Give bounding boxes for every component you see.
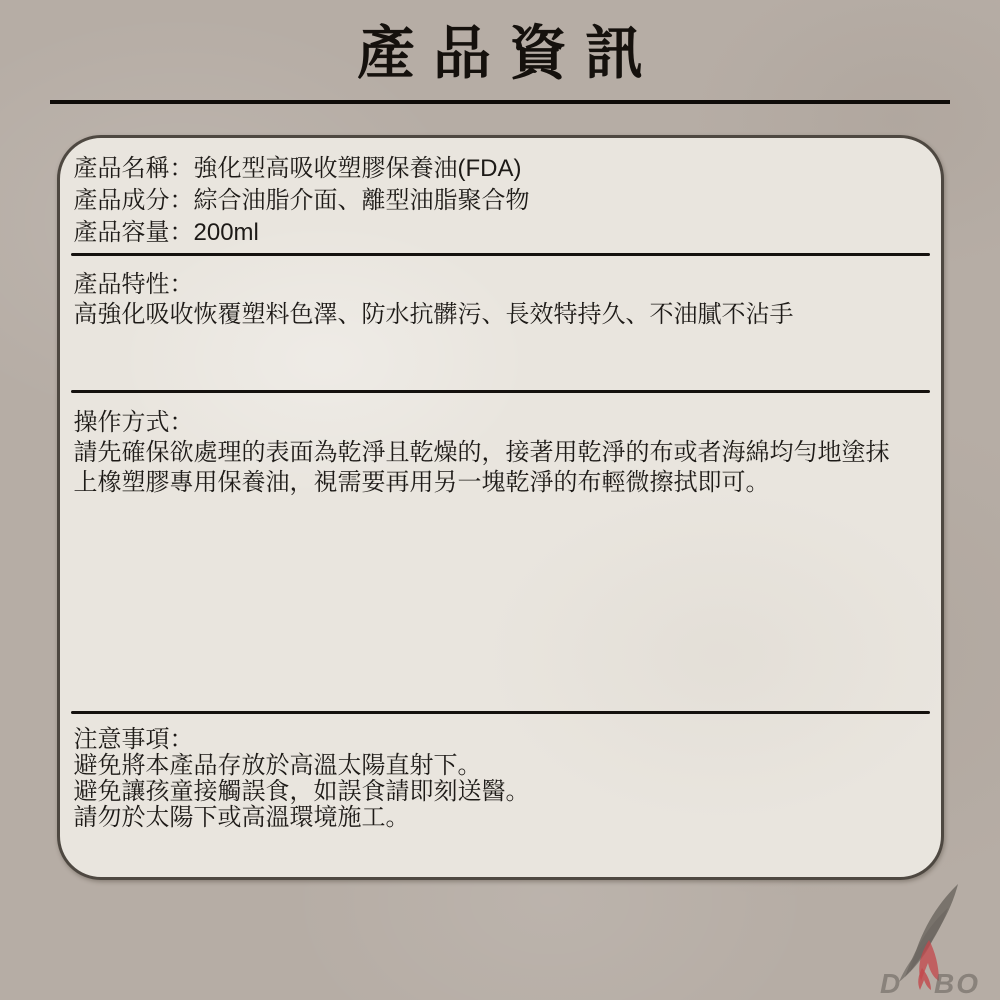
logo-letters-right: BO xyxy=(934,968,980,999)
features-section xyxy=(60,256,941,390)
product-name-line: 產品名稱：強化型高吸收塑膠保養油(FDA) xyxy=(73,155,522,182)
notices-heading: 注意事項： xyxy=(73,726,194,753)
page-title: 產品資訊 xyxy=(356,21,661,86)
notices-section xyxy=(60,714,941,877)
usage-line-2: 上橡塑膠專用保養油，視需要再用另一塊乾淨的布輕微擦拭即可。 xyxy=(73,469,770,496)
features-heading: 產品特性： xyxy=(73,271,194,298)
page-header xyxy=(0,0,1000,104)
notice-line-3: 請勿於太陽下或高溫環境施工。 xyxy=(73,804,410,831)
product-volume-line: 產品容量：200ml xyxy=(73,219,259,246)
product-ingredients-line: 產品成分：綜合油脂介面、離型油脂聚合物 xyxy=(73,187,530,214)
basic-info-section xyxy=(60,138,941,253)
notice-line-2: 避免讓孩童接觸誤食，如誤食請即刻送醫。 xyxy=(73,778,530,805)
product-info-card xyxy=(57,135,944,880)
title-divider xyxy=(50,100,950,104)
notice-line-1: 避免將本產品存放於高溫太陽直射下。 xyxy=(73,752,482,779)
usage-line-1: 請先確保欲處理的表面為乾淨且乾燥的，接著用乾淨的布或者海綿均勻地塗抹 xyxy=(73,439,890,466)
features-line: 高強化吸收恢覆塑料色澤、防水抗髒污、長效特持久、不油膩不沾手 xyxy=(73,301,794,328)
usage-section xyxy=(60,393,941,711)
usage-heading: 操作方式： xyxy=(73,409,194,436)
brand-logo xyxy=(872,882,1000,1000)
logo-letter-left: D xyxy=(880,968,903,999)
